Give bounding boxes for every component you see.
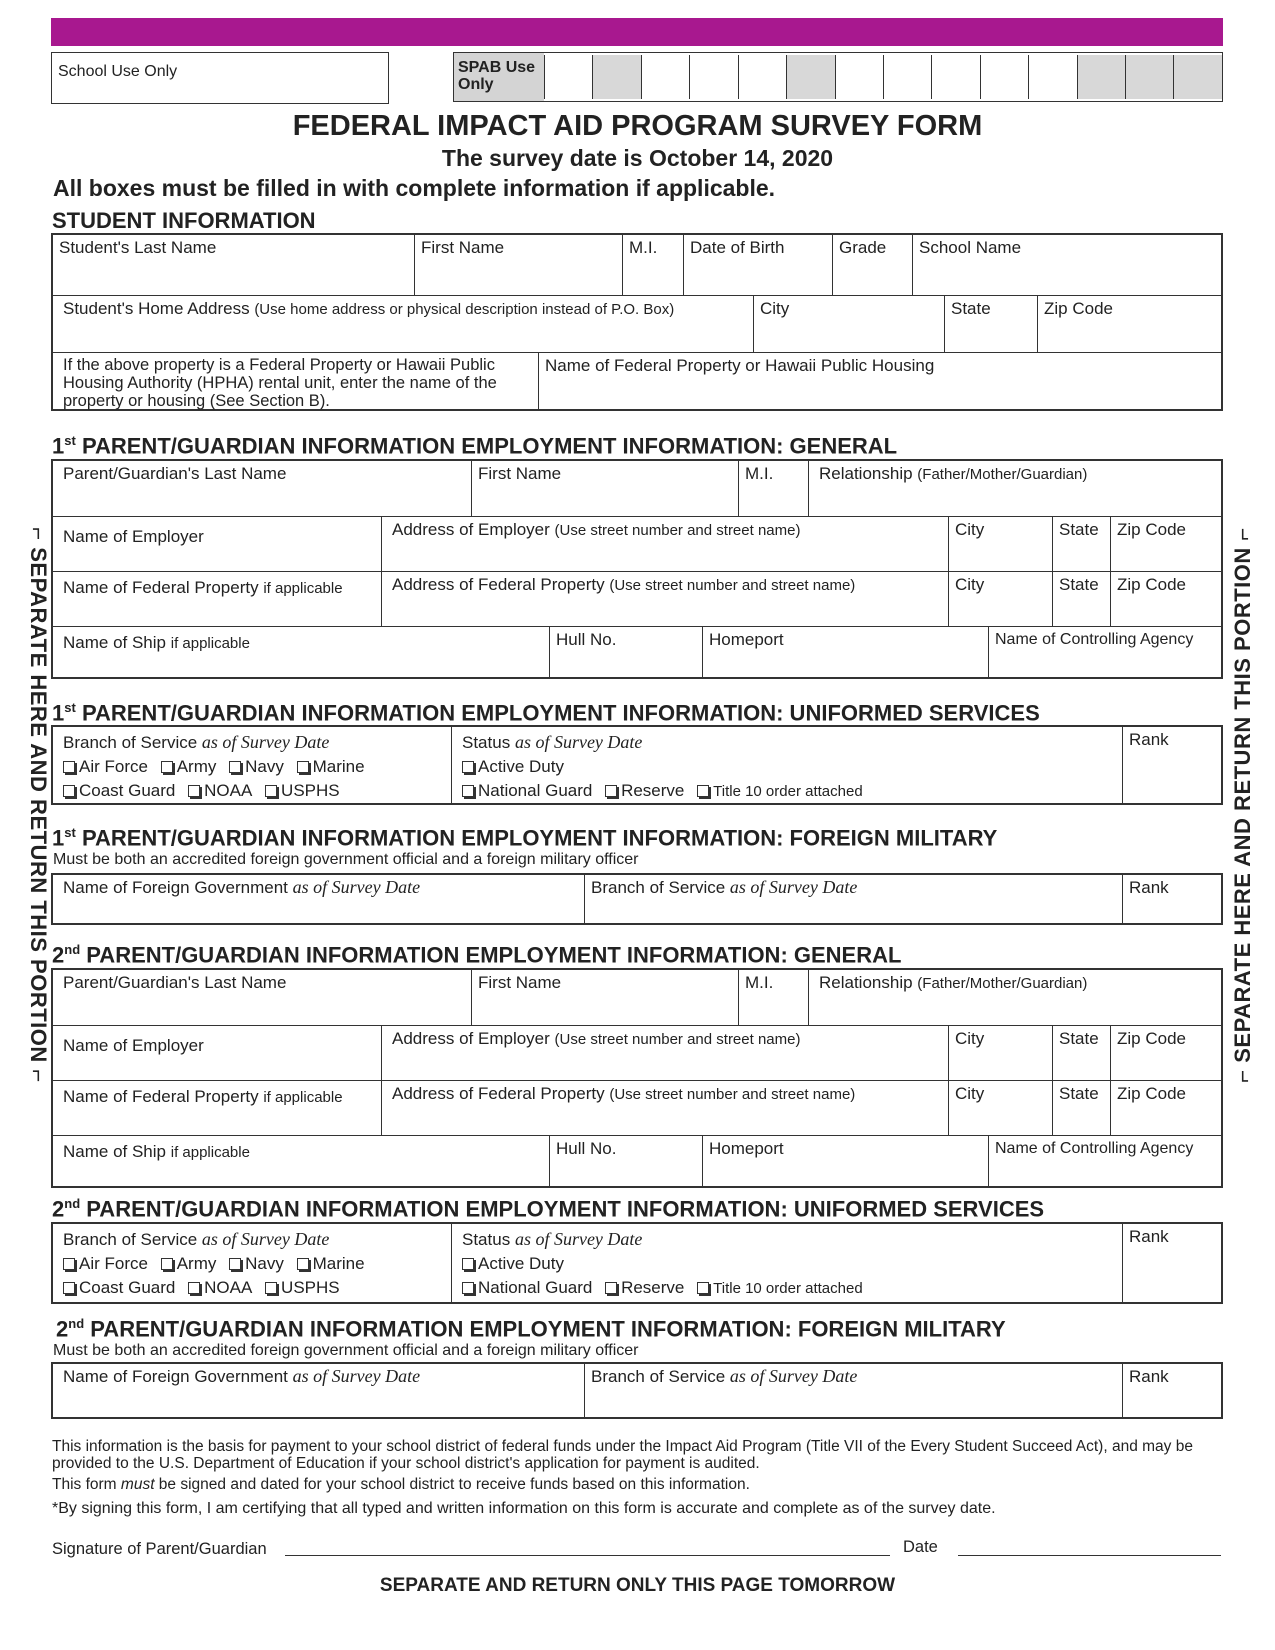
parent1-foreign-grid [51, 873, 1223, 925]
parent1-first-name-field[interactable]: First Name [471, 461, 738, 516]
parent1-status-cell: Status as of Survey Date Active Duty National Guard Reserve Title 10 order attached [451, 727, 1122, 803]
parent1-usphs-option[interactable]: USPHS [265, 779, 340, 803]
parent1-homeport-field[interactable]: Homeport [702, 627, 988, 677]
spab-use-only-box [453, 52, 1223, 102]
spab-cell[interactable] [738, 55, 786, 99]
parent1-ship-name-field[interactable]: Name of Ship if applicable [63, 633, 250, 652]
student-info-grid [51, 233, 1223, 411]
parent2-last-name-field[interactable]: Parent/Guardian's Last Name [63, 973, 287, 992]
parent1-marine-option[interactable]: Marine [297, 755, 365, 779]
parent2-employer-address-field[interactable]: Address of Employer (Use street number and street name) [381, 1026, 948, 1081]
parent1-controlling-agency-field[interactable]: Name of Controlling Agency [988, 627, 1221, 677]
parent2-foreign-note: Must be both an accredited foreign government official and a foreign military officer [53, 1342, 639, 1359]
parent2-foreign-rank-field[interactable]: Rank [1122, 1364, 1221, 1417]
parent2-reserve-option[interactable]: Reserve [605, 1276, 684, 1300]
left-separate-text: ⌐ SEPARATE HERE AND RETURN THIS PORTION ⌐ [26, 527, 51, 1083]
parent1-coast-guard-option[interactable]: Coast Guard [63, 779, 175, 803]
student-first-name-field[interactable]: First Name [414, 235, 622, 295]
spab-cell[interactable] [1077, 55, 1125, 99]
checkbox-icon[interactable] [161, 1258, 173, 1270]
parent1-uniformed-rank-field[interactable]: Rank [1122, 727, 1221, 803]
parent2-employer-name-field[interactable]: Name of Employer [63, 1036, 204, 1055]
checkbox-icon[interactable] [697, 1282, 709, 1294]
checkbox-icon[interactable] [63, 785, 75, 797]
parent1-active-duty-option[interactable]: Active Duty [462, 755, 564, 779]
spab-cell[interactable] [641, 55, 689, 99]
parent2-navy-option[interactable]: Navy [229, 1252, 284, 1276]
parent1-relationship-field[interactable]: Relationship (Father/Mother/Guardian) [808, 461, 1221, 516]
home-address-field[interactable]: Student's Home Address (Use home address or physical description instead of P.O. Box) [63, 299, 675, 318]
parent1-employer-city-field[interactable]: City [948, 517, 1052, 572]
parent2-fed-state-field[interactable]: State [1052, 1081, 1110, 1136]
parent1-national-guard-option[interactable]: National Guard [462, 779, 592, 803]
right-separate-text: ⌐ SEPARATE HERE AND RETURN THIS PORTION ⌐ [1230, 527, 1255, 1083]
instructions: All boxes must be filled in with complete information if applicable. [53, 175, 776, 201]
parent1-fed-state-field[interactable]: State [1052, 572, 1110, 627]
parent1-last-name-field[interactable]: Parent/Guardian's Last Name [63, 464, 287, 483]
bottom-instruction: SEPARATE AND RETURN ONLY THIS PAGE TOMORROW [379, 1575, 896, 1596]
spab-cell[interactable] [931, 55, 979, 99]
student-last-name-field[interactable]: Student's Last Name [59, 238, 217, 257]
footer-paragraph-1: This information is the basis for payment to your school district of federal funds under the Impact Aid Program (Title VII of the Every Student Succeed Act), and may be provided to the U.S. Department of Education if your school district's application for payment is audited. [52, 1438, 1193, 1472]
checkbox-icon[interactable] [63, 1258, 75, 1270]
parent2-uniformed-grid [51, 1222, 1223, 1304]
checkbox-icon[interactable] [265, 1282, 277, 1294]
parent2-title10-option[interactable]: Title 10 order attached [697, 1276, 863, 1301]
parent1-uniformed-grid [51, 725, 1223, 805]
spab-cell[interactable] [1173, 55, 1221, 99]
checkbox-icon[interactable] [462, 1282, 474, 1294]
parent1-noaa-option[interactable]: NOAA [188, 779, 252, 803]
parent2-uniformed-heading: 2nd PARENT/GUARDIAN INFORMATION EMPLOYMENT INFORMATION: UNIFORMED SERVICES [52, 1196, 1045, 1222]
footer-certification: *By signing this form, I am certifying that all typed and written information on this form is accurate and complete as of the survey date. [52, 1500, 996, 1517]
parent1-mi-field[interactable]: M.I. [738, 461, 808, 516]
spab-cell[interactable] [980, 55, 1028, 99]
parent2-marine-option[interactable]: Marine [297, 1252, 365, 1276]
parent1-foreign-heading: 1st PARENT/GUARDIAN INFORMATION EMPLOYMENT INFORMATION: FOREIGN MILITARY [52, 825, 998, 851]
parent2-relationship-field[interactable]: Relationship (Father/Mother/Guardian) [808, 970, 1221, 1025]
parent2-fed-property-address-field[interactable]: Address of Federal Property (Use street number and street name) [381, 1081, 948, 1136]
checkbox-icon[interactable] [605, 1282, 617, 1294]
form-title: FEDERAL IMPACT AID PROGRAM SURVEY FORM [292, 110, 983, 142]
parent2-controlling-agency-field[interactable]: Name of Controlling Agency [988, 1136, 1221, 1186]
parent1-fed-property-address-field[interactable]: Address of Federal Property (Use street number and street name) [381, 572, 948, 627]
parent2-mi-field[interactable]: M.I. [738, 970, 808, 1025]
parent1-reserve-option[interactable]: Reserve [605, 779, 684, 803]
checkbox-icon[interactable] [188, 785, 200, 797]
spab-cell[interactable] [544, 55, 592, 99]
parent1-army-option[interactable]: Army [161, 755, 217, 779]
parent2-active-duty-option[interactable]: Active Duty [462, 1252, 564, 1276]
parent1-foreign-branch-field[interactable]: Branch of Service as of Survey Date [584, 875, 1122, 923]
parent2-usphs-option[interactable]: USPHS [265, 1276, 340, 1300]
date-line[interactable] [958, 1555, 1221, 1556]
student-zip-field[interactable]: Zip Code [1037, 296, 1221, 353]
federal-property-name-field[interactable]: Name of Federal Property or Hawaii Public Housing [538, 353, 1221, 409]
parent1-title10-option[interactable]: Title 10 order attached [697, 779, 863, 804]
parent2-general-heading: 2nd PARENT/GUARDIAN INFORMATION EMPLOYMENT INFORMATION: GENERAL [52, 942, 902, 968]
student-dob-field[interactable]: Date of Birth [683, 235, 832, 295]
school-use-only-box [51, 52, 389, 104]
checkbox-icon[interactable] [605, 785, 617, 797]
parent1-navy-option[interactable]: Navy [229, 755, 284, 779]
parent2-employer-state-field[interactable]: State [1052, 1026, 1110, 1081]
parent1-general-grid [51, 459, 1223, 679]
signature-line[interactable] [285, 1555, 890, 1556]
checkbox-icon[interactable] [265, 785, 277, 797]
parent1-fed-property-name-field[interactable]: Name of Federal Property if applicable [63, 578, 343, 597]
spab-cell[interactable] [689, 55, 737, 99]
checkbox-icon[interactable] [63, 1282, 75, 1294]
school-name-field[interactable]: School Name [912, 235, 1221, 295]
checkbox-icon[interactable] [229, 1258, 241, 1270]
parent2-foreign-branch-field[interactable]: Branch of Service as of Survey Date [584, 1364, 1122, 1417]
student-grade-field[interactable]: Grade [832, 235, 912, 295]
spab-cell[interactable] [592, 55, 640, 99]
parent2-coast-guard-option[interactable]: Coast Guard [63, 1276, 175, 1300]
school-use-label: School Use Only [58, 63, 178, 80]
property-note: If the above property is a Federal Property or Hawaii Public Housing Authority (HPHA) rental unit, enter the name of the property or housing (See Section B). [63, 356, 497, 410]
student-city-field[interactable]: City [753, 296, 944, 353]
parent2-fed-city-field[interactable]: City [948, 1081, 1052, 1136]
parent2-status-cell: Status as of Survey Date Active Duty National Guard Reserve Title 10 order attached [451, 1224, 1122, 1302]
checkbox-icon[interactable] [697, 785, 709, 797]
parent2-foreign-heading: 2nd PARENT/GUARDIAN INFORMATION EMPLOYMENT INFORMATION: FOREIGN MILITARY [56, 1316, 1006, 1342]
parent1-employer-address-field[interactable]: Address of Employer (Use street number and street name) [381, 517, 948, 572]
spab-cell[interactable] [786, 55, 834, 99]
parent1-employer-zip-field[interactable]: Zip Code [1110, 517, 1221, 572]
parent2-air-force-option[interactable]: Air Force [63, 1252, 148, 1276]
parent2-homeport-field[interactable]: Homeport [702, 1136, 988, 1186]
parent2-branch-cell: Branch of Service as of Survey Date Air Force Army Navy Marine Coast Guard NOAA USPHS [53, 1224, 451, 1302]
checkbox-icon[interactable] [297, 761, 309, 773]
spab-cell[interactable] [1028, 55, 1076, 99]
footer-paragraph-2: This form must be signed and dated for your school district to receive funds based on this information. [52, 1476, 750, 1493]
parent2-foreign-grid [51, 1362, 1223, 1419]
checkbox-icon[interactable] [297, 1258, 309, 1270]
parent2-employer-city-field[interactable]: City [948, 1026, 1052, 1081]
parent1-uniformed-heading: 1st PARENT/GUARDIAN INFORMATION EMPLOYMENT INFORMATION: UNIFORMED SERVICES [52, 700, 1040, 726]
spab-use-label: SPAB Use Only [454, 53, 544, 101]
checkbox-icon[interactable] [188, 1282, 200, 1294]
parent2-national-guard-option[interactable]: National Guard [462, 1276, 592, 1300]
parent2-general-grid [51, 968, 1223, 1188]
student-section-heading: STUDENT INFORMATION [52, 208, 316, 233]
parent1-air-force-option[interactable]: Air Force [63, 755, 148, 779]
parent1-hull-field[interactable]: Hull No. [549, 627, 702, 677]
checkbox-icon[interactable] [63, 761, 75, 773]
parent1-general-heading: 1st PARENT/GUARDIAN INFORMATION EMPLOYMENT INFORMATION: GENERAL [52, 433, 898, 459]
date-label: Date [903, 1538, 938, 1556]
checkbox-icon[interactable] [462, 1258, 474, 1270]
parent2-hull-field[interactable]: Hull No. [549, 1136, 702, 1186]
parent2-ship-name-field[interactable]: Name of Ship if applicable [63, 1142, 250, 1161]
top-color-bar [51, 18, 1223, 46]
signature-label: Signature of Parent/Guardian [52, 1540, 267, 1558]
parent2-employer-zip-field[interactable]: Zip Code [1110, 1026, 1221, 1081]
spab-cell[interactable] [883, 55, 931, 99]
parent1-fed-zip-field[interactable]: Zip Code [1110, 572, 1221, 627]
checkbox-icon[interactable] [229, 761, 241, 773]
parent2-first-name-field[interactable]: First Name [471, 970, 738, 1025]
survey-date: The survey date is October 14, 2020 [441, 145, 834, 171]
student-mi-field[interactable]: M.I. [622, 235, 683, 295]
parent1-fed-city-field[interactable]: City [948, 572, 1052, 627]
parent1-employer-state-field[interactable]: State [1052, 517, 1110, 572]
parent2-army-option[interactable]: Army [161, 1252, 217, 1276]
checkbox-icon[interactable] [462, 785, 474, 797]
checkbox-icon[interactable] [161, 761, 173, 773]
checkbox-icon[interactable] [462, 761, 474, 773]
parent2-noaa-option[interactable]: NOAA [188, 1276, 252, 1300]
student-state-field[interactable]: State [944, 296, 1037, 353]
parent1-foreign-note: Must be both an accredited foreign government official and a foreign military officer [53, 851, 639, 868]
parent1-foreign-gov-field[interactable]: Name of Foreign Government as of Survey Date [63, 877, 421, 897]
parent2-foreign-gov-field[interactable]: Name of Foreign Government as of Survey Date [63, 1366, 421, 1386]
parent1-branch-cell: Branch of Service as of Survey Date Air Force Army Navy Marine Coast Guard NOAA USPHS [53, 727, 451, 803]
parent2-fed-zip-field[interactable]: Zip Code [1110, 1081, 1221, 1136]
parent1-foreign-rank-field[interactable]: Rank [1122, 875, 1221, 923]
spab-cell[interactable] [1125, 55, 1173, 99]
parent2-uniformed-rank-field[interactable]: Rank [1122, 1224, 1221, 1302]
parent2-fed-property-name-field[interactable]: Name of Federal Property if applicable [63, 1087, 343, 1106]
spab-cell[interactable] [835, 55, 883, 99]
parent1-employer-name-field[interactable]: Name of Employer [63, 527, 204, 546]
